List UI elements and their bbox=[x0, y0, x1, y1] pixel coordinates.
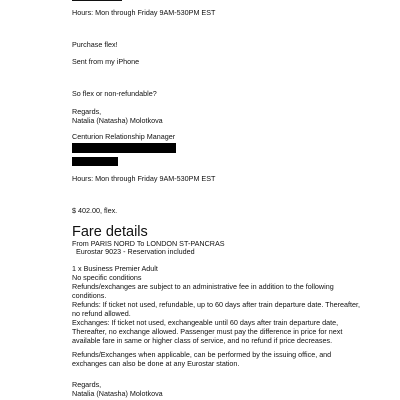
refunds-text: Refunds: If ticket not used, refundable, up to 60 days after train departure date. Thereafter, bbox=[72, 300, 360, 309]
passenger-line: 1 x Business Premier Adult bbox=[72, 264, 158, 273]
issuing-office-text: exchanges can also be done at any Eurostar station. bbox=[72, 359, 240, 368]
hours-line: Hours: Mon through Friday 9AM-530PM EST bbox=[72, 174, 216, 183]
conditions-text: conditions. bbox=[72, 291, 107, 300]
redaction-bar bbox=[72, 143, 176, 153]
issuing-office-text: Refunds/Exchanges when applicable, can be performed by the issuing office, and bbox=[72, 350, 332, 359]
exchanges-text: Exchanges: If ticket not used, exchangeable until 60 days after train departure date, bbox=[72, 318, 339, 327]
redaction-bar bbox=[72, 157, 118, 166]
purchase-line: Purchase flex! bbox=[72, 40, 118, 49]
closing-name: Natalia (Natasha) Molotkova bbox=[72, 389, 163, 398]
signature-title: Centurion Relationship Manager bbox=[72, 132, 176, 141]
exchanges-text: Thereafter, no exchange allowed. Passenger must pay the difference in price for next bbox=[72, 327, 343, 336]
refunds-text: no refund allowed. bbox=[72, 309, 131, 318]
hours-line: Hours: Mon through Friday 9AM-530PM EST bbox=[72, 8, 216, 17]
closing-regards: Regards, bbox=[72, 380, 102, 389]
top-rule bbox=[72, 0, 122, 1]
price-line: $ 402.00, flex. bbox=[72, 206, 118, 215]
sent-from-line: Sent from my iPhone bbox=[72, 57, 140, 66]
regards-line: Regards, bbox=[72, 107, 102, 116]
signature-name: Natalia (Natasha) Molotkova bbox=[72, 116, 163, 125]
question-line: So flex or non-refundable? bbox=[72, 89, 157, 98]
conditions-line: No specific conditions bbox=[72, 273, 142, 282]
train-line: Eurostar 9023 - Reservation included bbox=[76, 247, 195, 256]
route-line: From PARIS NORD To LONDON ST-PANCRAS bbox=[72, 239, 225, 248]
fare-details-heading: Fare details bbox=[72, 224, 148, 240]
conditions-text: Refunds/exchanges are subject to an administrative fee in addition to the following bbox=[72, 282, 334, 291]
exchanges-text: available fare in same or higher class of service, and no refund if price decreases. bbox=[72, 336, 333, 345]
